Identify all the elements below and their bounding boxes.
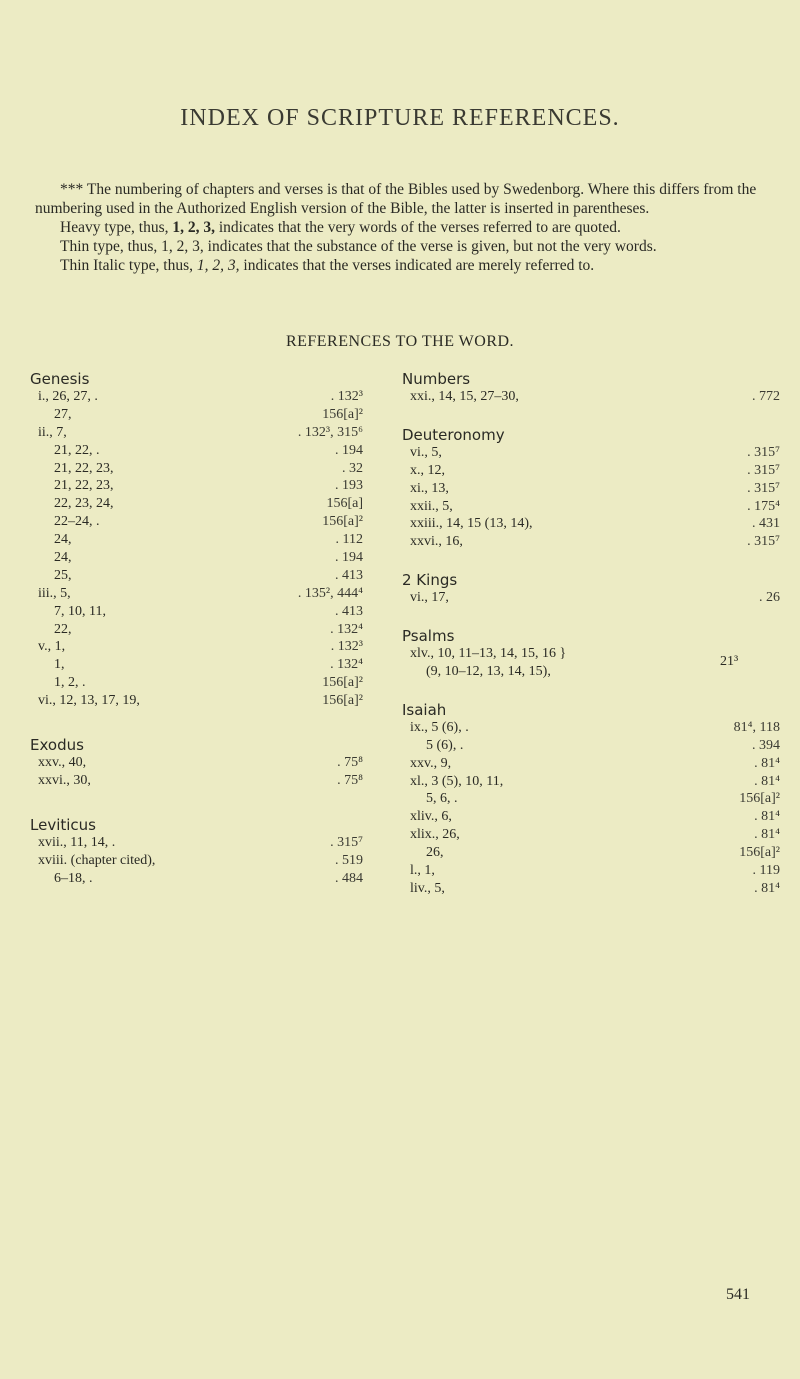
genesis-entries [30, 388, 363, 710]
verse-reference: v., 1, [38, 639, 66, 655]
index-entry [30, 585, 363, 603]
verse-reference: 5 (6), . [426, 737, 464, 753]
index-entry [30, 656, 363, 674]
verse-reference: vi., 17, [410, 590, 449, 606]
index-entry [30, 772, 363, 790]
section-reference: 156[a]² [322, 406, 363, 422]
section-reference: 156[a]² [322, 514, 363, 530]
index-entry [402, 737, 780, 755]
index-entry [402, 719, 780, 737]
index-entry [30, 754, 363, 772]
verse-reference: xvii., 11, 14, . [38, 834, 116, 850]
verse-reference: xl., 3 (5), 10, 11, [410, 773, 504, 789]
index-entry [402, 773, 780, 791]
index-entry [30, 477, 363, 495]
verse-reference: 22, [54, 621, 72, 637]
index-entry [30, 424, 363, 442]
book-heading: 2 Kings [402, 571, 458, 590]
index-entry [402, 515, 780, 533]
psalms-entries [402, 645, 780, 681]
book-heading: Psalms [402, 627, 455, 646]
index-entry [402, 444, 780, 462]
index-entry [30, 442, 363, 460]
verse-reference: iii., 5, [38, 585, 71, 601]
section-title: REFERENCES TO THE WORD. [285, 333, 515, 350]
section-reference: . 413 [335, 603, 363, 619]
section-reference: 156[a] [326, 496, 363, 512]
index-entry [30, 460, 363, 478]
section-reference: . 81⁴ [754, 809, 780, 825]
section-reference: . 413 [335, 567, 363, 583]
section-reference: . 81⁴ [754, 880, 780, 896]
index-entry [402, 498, 780, 516]
section-reference: . 175⁴ [747, 498, 780, 514]
section-reference: . 772 [752, 389, 780, 404]
verse-reference: xxvi., 16, [410, 534, 463, 550]
index-entry [402, 755, 780, 773]
index-entry [30, 513, 363, 531]
verse-reference: xxi., 14, 15, 27–30, [410, 389, 519, 404]
section-reference: 81⁴, 118 [733, 719, 780, 735]
intro-heavy-type-note: Heavy type, thus, 1, 2, 3, indicates that the very words of the verses referred to are quoted. [60, 219, 621, 236]
verse-reference: 27, [54, 406, 72, 422]
verse-reference: 5, 6, . [426, 791, 458, 807]
verse-reference: (9, 10–12, 13, 14, 15), [426, 664, 551, 680]
section-reference: . 75⁸ [337, 755, 363, 771]
verse-reference: i., 26, 27, . [38, 389, 98, 404]
section-reference: . 132⁴ [330, 621, 363, 637]
index-entry [402, 480, 780, 498]
index-entry [30, 674, 363, 692]
section-reference: . 484 [335, 870, 363, 886]
section-reference: . 81⁴ [754, 755, 780, 771]
kings-entries [402, 589, 780, 607]
verse-reference: 1, [54, 657, 65, 673]
section-reference: . 315⁷ [330, 834, 363, 850]
index-entry [30, 834, 363, 852]
section-reference: . 394 [752, 737, 780, 753]
section-reference: . 194 [335, 550, 363, 566]
section-reference: . 132³ [330, 389, 363, 404]
verse-reference: 6–18, . [54, 870, 93, 886]
book-heading: Numbers [402, 370, 471, 388]
verse-reference: 21, 22, 23, [54, 478, 114, 494]
index-entry [30, 870, 363, 888]
book-heading: Exodus [30, 736, 84, 755]
index-entry [30, 531, 363, 549]
isaiah-entries [402, 719, 780, 898]
section-reference: 156[a]² [739, 845, 780, 861]
index-entry [402, 808, 780, 826]
psalms-reference: 21³ [720, 654, 739, 670]
book-heading: Genesis [30, 370, 90, 388]
index-entry [30, 549, 363, 567]
section-reference: . 194 [335, 442, 363, 458]
section-reference: . 315⁷ [747, 534, 780, 550]
index-entry [30, 852, 363, 870]
section-reference: . 132³ [330, 639, 363, 655]
verse-reference: xxvi., 30, [38, 772, 91, 788]
intro-notes [35, 180, 777, 275]
page-number: 541 [726, 1286, 750, 1303]
verse-reference: 24, [54, 532, 72, 548]
verse-reference: 1, 2, . [54, 675, 86, 691]
verse-reference: xxv., 40, [38, 755, 87, 771]
section-reference: . 81⁴ [754, 827, 780, 843]
section-reference: . 119 [752, 863, 780, 879]
index-entry [402, 589, 780, 607]
exodus-entries [30, 754, 363, 790]
section-reference: . 132³, 315⁶ [297, 424, 363, 440]
verse-reference: l., 1, [410, 863, 435, 879]
verse-reference: 7, 10, 11, [54, 603, 106, 619]
index-entry [30, 638, 363, 656]
section-reference: . 81⁴ [754, 773, 780, 789]
page-title: INDEX OF SCRIPTURE REFERENCES. [180, 105, 620, 131]
section-reference: . 315⁷ [747, 444, 780, 460]
section-reference: . 315⁷ [747, 462, 780, 478]
index-entry [402, 462, 780, 480]
index-entry [402, 844, 780, 862]
book-heading: Isaiah [402, 700, 447, 719]
section-reference: . 26 [759, 590, 780, 606]
section-reference: . 32 [342, 460, 363, 476]
section-reference: 156[a]² [322, 693, 363, 709]
verse-reference: vi., 12, 13, 17, 19, [38, 693, 140, 709]
section-reference: . 519 [335, 852, 363, 868]
verse-reference: 22–24, . [54, 514, 100, 530]
left-column [30, 370, 363, 887]
section-reference: . 193 [335, 478, 363, 494]
verse-reference: xviii. (chapter cited), [38, 852, 156, 868]
right-column [402, 370, 780, 898]
numbers-entries [402, 388, 780, 406]
verse-reference: xliv., 6, [410, 809, 452, 825]
index-entry [30, 406, 363, 424]
deuteronomy-entries [402, 444, 780, 551]
leviticus-entries [30, 834, 363, 888]
section-reference: 156[a]² [322, 675, 363, 691]
verse-reference: 24, [54, 550, 72, 566]
index-entry [30, 388, 363, 406]
verse-reference: 26, [426, 845, 444, 861]
index-entry [30, 621, 363, 639]
verse-reference: ii., 7, [38, 424, 67, 440]
intro-thin-type-note: Thin type, thus, 1, 2, 3, indicates that the substance of the verse is given, but not the very words. [60, 238, 657, 255]
index-entry [402, 880, 780, 898]
verse-reference: 25, [54, 567, 72, 583]
book-heading: Leviticus [30, 815, 96, 834]
intro-italic-type-note: Thin Italic type, thus, 1, 2, 3, indicates that the verses indicated are merely referred to. [60, 257, 595, 274]
index-entry [30, 603, 363, 621]
verse-reference: 21, 22, . [54, 442, 100, 458]
book-heading: Deuteronomy [402, 425, 505, 444]
verse-reference: xi., 13, [410, 480, 449, 496]
verse-reference: ix., 5 (6), . [410, 719, 469, 735]
verse-reference: xxv., 9, [410, 755, 452, 771]
section-reference: . 75⁸ [337, 772, 363, 788]
section-reference: . 431 [752, 516, 780, 532]
index-entry [402, 790, 780, 808]
verse-reference: xxii., 5, [410, 498, 453, 514]
index-entry [30, 692, 363, 710]
index-entry [402, 826, 780, 844]
index-entry [402, 533, 780, 551]
section-reference: . 315⁷ [747, 480, 780, 496]
section-reference: 156[a]² [739, 791, 780, 807]
verse-reference: xxiii., 14, 15 (13, 14), [410, 516, 533, 532]
section-reference: . 112 [335, 532, 363, 548]
verse-reference: 22, 23, 24, [54, 496, 114, 512]
verse-reference: vi., 5, [410, 444, 442, 460]
index-entry [402, 862, 780, 880]
verse-reference: xlix., 26, [410, 827, 460, 843]
index-entry [402, 388, 780, 406]
index-entry [30, 495, 363, 513]
section-reference: . 132⁴ [330, 657, 363, 673]
verse-reference: liv., 5, [410, 880, 445, 896]
index-entry [30, 567, 363, 585]
verse-reference: x., 12, [410, 462, 445, 478]
verse-reference: 21, 22, 23, [54, 460, 114, 476]
verse-reference: xlv., 10, 11–13, 14, 15, 16 } [410, 646, 567, 662]
intro-numbering-note: *** The numbering of chapters and verses is that of the Bibles used by Swedenborg. Where this differs from the numbering used in the Authorized English version of the Bible, the latter is inserted in parentheses. [35, 181, 757, 217]
section-reference: . 135², 444⁴ [297, 585, 363, 601]
